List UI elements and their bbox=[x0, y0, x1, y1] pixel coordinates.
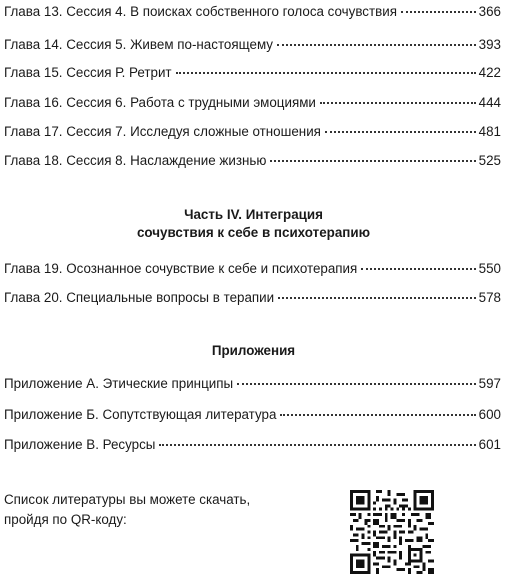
toc-entry-chapter-20[interactable] bbox=[4, 288, 501, 308]
note-line-2: пройдя по QR-коду: bbox=[4, 512, 127, 527]
dot-leader bbox=[278, 296, 476, 299]
part-4-heading-line-1: Часть IV. Интеграция bbox=[184, 207, 323, 222]
dot-leader bbox=[280, 413, 475, 416]
toc-entry-title: Глава 14. Сессия 5. Живем по-настоящему bbox=[4, 37, 273, 52]
toc-entry-chapter-16[interactable] bbox=[4, 93, 501, 113]
dot-leader bbox=[237, 382, 476, 385]
toc-entry-page: 550 bbox=[478, 261, 501, 276]
toc-entry-chapter-17[interactable] bbox=[4, 122, 501, 142]
toc-entry-appendix-b[interactable] bbox=[4, 405, 501, 425]
toc-entry-page: 366 bbox=[478, 4, 501, 19]
toc-entry-title: Глава 20. Специальные вопросы в терапии bbox=[4, 290, 275, 305]
dot-leader bbox=[270, 159, 475, 162]
note-line-1: Список литературы вы можете скачать, bbox=[4, 492, 251, 507]
toc-entry-title: Глава 13. Сессия 4. В поисках собственного голоса сочувствия bbox=[4, 4, 397, 19]
toc-entry-chapter-13[interactable] bbox=[4, 2, 501, 22]
toc-entry-appendix-a[interactable] bbox=[4, 374, 501, 394]
toc-entry-page: 525 bbox=[478, 153, 501, 168]
dot-leader bbox=[401, 10, 476, 13]
toc-entry-appendix-c[interactable] bbox=[4, 435, 501, 455]
qr-code-icon[interactable] bbox=[350, 490, 434, 574]
toc-entry-title: Глава 15. Сессия Р. Ретрит bbox=[4, 65, 172, 80]
toc-entry-title: Приложение А. Этические принципы bbox=[4, 376, 234, 391]
toc-entry-page: 597 bbox=[478, 376, 501, 391]
toc-entry-title: Глава 19. Осознанное сочувствие к себе и психотерапия bbox=[4, 261, 358, 276]
toc-entry-page: 393 bbox=[478, 37, 501, 52]
toc-entry-page: 601 bbox=[478, 437, 501, 452]
toc-entry-chapter-18[interactable] bbox=[4, 151, 501, 171]
toc-entry-page: 444 bbox=[478, 95, 501, 110]
part-4-heading-line-2: сочувствия к себе в психотерапию bbox=[136, 225, 371, 240]
dot-leader bbox=[159, 443, 475, 446]
toc-entry-chapter-19[interactable] bbox=[4, 259, 501, 279]
dot-leader bbox=[325, 130, 476, 133]
toc-entry-page: 578 bbox=[478, 290, 501, 305]
dot-leader bbox=[320, 101, 476, 104]
toc-entry-page: 422 bbox=[478, 65, 501, 80]
toc-entry-title: Глава 16. Сессия 6. Работа с трудными эмоциями bbox=[4, 95, 316, 110]
dot-leader bbox=[361, 267, 475, 270]
toc-entry-title: Приложение В. Ресурсы bbox=[4, 437, 156, 452]
toc-entry-title: Глава 18. Сессия 8. Наслаждение жизнью bbox=[4, 153, 267, 168]
toc-entry-page: 600 bbox=[478, 407, 501, 422]
toc-entry-page: 481 bbox=[478, 124, 501, 139]
toc-entry-chapter-14[interactable] bbox=[4, 35, 501, 55]
dot-leader bbox=[176, 71, 476, 74]
appendices-heading: Приложения bbox=[211, 343, 296, 358]
toc-entry-title: Глава 17. Сессия 7. Исследуя сложные отношения bbox=[4, 124, 321, 139]
dot-leader bbox=[277, 43, 476, 46]
toc-entry-chapter-15[interactable] bbox=[4, 63, 501, 83]
toc-entry-title: Приложение Б. Сопутствующая литература bbox=[4, 407, 277, 422]
bibliography-download-note bbox=[4, 490, 304, 530]
